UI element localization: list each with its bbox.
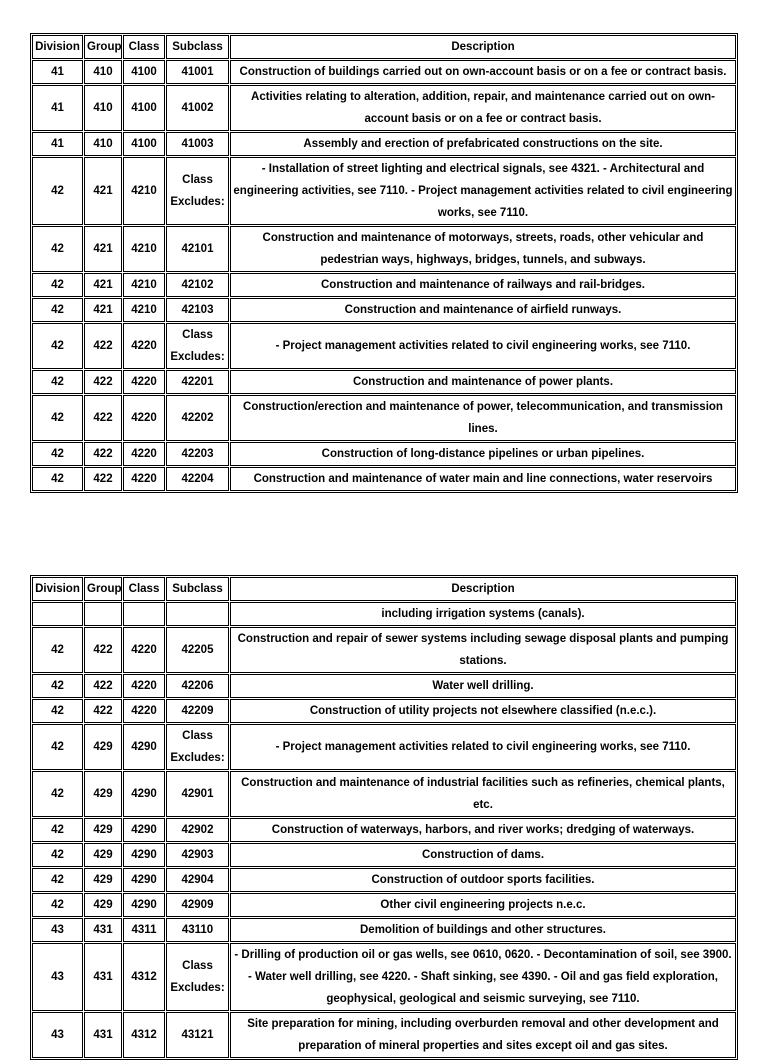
group-cell: 422 — [84, 627, 122, 673]
group-cell: 421 — [84, 273, 122, 297]
subclass-cell: 42903 — [166, 843, 229, 867]
table-row — [32, 918, 736, 942]
group-cell: 422 — [84, 395, 122, 441]
table-row — [32, 674, 736, 698]
subclass-cell: 42101 — [166, 226, 229, 272]
division-cell: 42 — [32, 442, 83, 466]
division-cell: 42 — [32, 627, 83, 673]
division-cell: 43 — [32, 918, 83, 942]
group-cell: 429 — [84, 771, 122, 817]
description-cell: Construction and maintenance of motorways, streets, roads, other vehicular and pedestrian ways, highways, bridges, tunnels, and subways. — [230, 226, 736, 272]
table-row — [32, 699, 736, 723]
description-cell: - Drilling of production oil or gas wells, see 0610, 0620. - Decontamination of soil, see 3900. - Water well drilling, see 4220. - Shaft sinking, see 4390. - Oil and gas field exploration, geophysical, geological and seismic surveying, see 7110. — [230, 943, 736, 1011]
description-cell: Construction and maintenance of airfield runways. — [230, 298, 736, 322]
class-cell: 4220 — [123, 674, 165, 698]
table-row — [32, 132, 736, 156]
subclass-cell: 42201 — [166, 370, 229, 394]
class-cell: 4311 — [123, 918, 165, 942]
table-row — [32, 226, 736, 272]
header-class: Class — [123, 577, 165, 601]
table-row — [32, 893, 736, 917]
subclass-cell: Class Excludes: — [166, 323, 229, 369]
division-cell: 42 — [32, 699, 83, 723]
description-cell: Other civil engineering projects n.e.c. — [230, 893, 736, 917]
group-cell: 422 — [84, 323, 122, 369]
table-row — [32, 627, 736, 673]
subclass-cell: 43110 — [166, 918, 229, 942]
table-row — [32, 943, 736, 1011]
table-header-row — [32, 35, 736, 59]
class-cell: 4220 — [123, 699, 165, 723]
header-group: Group — [84, 577, 122, 601]
header-description: Description — [230, 35, 736, 59]
description-cell: Construction of long-distance pipelines or urban pipelines. — [230, 442, 736, 466]
group-cell: 422 — [84, 467, 122, 491]
division-cell: 42 — [32, 323, 83, 369]
subclass-cell: 42205 — [166, 627, 229, 673]
group-cell: 431 — [84, 918, 122, 942]
header-subclass: Subclass — [166, 35, 229, 59]
table-row — [32, 273, 736, 297]
table-row — [32, 323, 736, 369]
group-cell: 421 — [84, 226, 122, 272]
subclass-cell: 42206 — [166, 674, 229, 698]
subclass-cell: Class Excludes: — [166, 943, 229, 1011]
description-cell: Site preparation for mining, including overburden removal and other development and preparation of mineral properties and sites except oil and gas sites. — [230, 1012, 736, 1058]
class-cell: 4290 — [123, 724, 165, 770]
class-cell: 4290 — [123, 843, 165, 867]
class-cell: 4100 — [123, 132, 165, 156]
division-cell: 42 — [32, 157, 83, 225]
table-row — [32, 85, 736, 131]
division-cell: 42 — [32, 273, 83, 297]
subclass-cell — [166, 602, 229, 626]
subclass-cell: Class Excludes: — [166, 724, 229, 770]
group-cell: 429 — [84, 724, 122, 770]
table-row — [32, 724, 736, 770]
class-cell: 4210 — [123, 157, 165, 225]
table-row — [32, 843, 736, 867]
subclass-cell: 42202 — [166, 395, 229, 441]
subclass-cell: Class Excludes: — [166, 157, 229, 225]
header-group: Group — [84, 35, 122, 59]
table-row — [32, 442, 736, 466]
class-cell: 4312 — [123, 1012, 165, 1058]
description-cell: Construction of waterways, harbors, and river works; dredging of waterways. — [230, 818, 736, 842]
class-cell: 4220 — [123, 395, 165, 441]
description-cell: Construction of outdoor sports facilities. — [230, 868, 736, 892]
class-cell: 4220 — [123, 467, 165, 491]
group-cell: 431 — [84, 1012, 122, 1058]
header-class: Class — [123, 35, 165, 59]
subclass-cell: 41003 — [166, 132, 229, 156]
class-cell: 4100 — [123, 60, 165, 84]
class-cell: 4290 — [123, 818, 165, 842]
subclass-cell: 42909 — [166, 893, 229, 917]
table-row — [32, 395, 736, 441]
class-cell: 4220 — [123, 627, 165, 673]
table-row — [32, 818, 736, 842]
class-cell: 4220 — [123, 370, 165, 394]
group-cell — [84, 602, 122, 626]
division-cell: 42 — [32, 395, 83, 441]
table-row — [32, 467, 736, 491]
class-cell: 4220 — [123, 442, 165, 466]
description-cell: Construction of buildings carried out on own-account basis or on a fee or contract basis. — [230, 60, 736, 84]
table-header-row — [32, 577, 736, 601]
subclass-cell: 42204 — [166, 467, 229, 491]
description-cell: Construction and maintenance of railways and rail-bridges. — [230, 273, 736, 297]
subclass-cell: 42904 — [166, 868, 229, 892]
header-division: Division — [32, 35, 83, 59]
table-row — [32, 602, 736, 626]
table-1-body — [32, 60, 736, 491]
subclass-cell: 42209 — [166, 699, 229, 723]
description-cell: Water well drilling. — [230, 674, 736, 698]
description-cell: Activities relating to alteration, addition, repair, and maintenance carried out on own-account basis or on a fee or contract basis. — [230, 85, 736, 131]
division-cell: 42 — [32, 226, 83, 272]
division-cell: 42 — [32, 674, 83, 698]
class-cell: 4210 — [123, 273, 165, 297]
subclass-cell: 42203 — [166, 442, 229, 466]
table-2-body — [32, 602, 736, 1058]
description-cell: - Project management activities related to civil engineering works, see 7110. — [230, 323, 736, 369]
group-cell: 422 — [84, 674, 122, 698]
subclass-cell: 41001 — [166, 60, 229, 84]
group-cell: 422 — [84, 442, 122, 466]
description-cell: Demolition of buildings and other structures. — [230, 918, 736, 942]
group-cell: 410 — [84, 132, 122, 156]
division-cell: 41 — [32, 85, 83, 131]
division-cell: 42 — [32, 370, 83, 394]
group-cell: 429 — [84, 818, 122, 842]
class-cell: 4220 — [123, 323, 165, 369]
description-cell: Construction and maintenance of industrial facilities such as refineries, chemical plants, etc. — [230, 771, 736, 817]
table-row — [32, 868, 736, 892]
subclass-cell: 42902 — [166, 818, 229, 842]
class-cell: 4290 — [123, 893, 165, 917]
class-cell: 4210 — [123, 226, 165, 272]
division-cell: 42 — [32, 724, 83, 770]
table-row — [32, 298, 736, 322]
subclass-cell: 42102 — [166, 273, 229, 297]
description-cell: Construction/erection and maintenance of power, telecommunication, and transmission lines. — [230, 395, 736, 441]
group-cell: 410 — [84, 60, 122, 84]
group-cell: 421 — [84, 298, 122, 322]
group-cell: 429 — [84, 843, 122, 867]
class-cell: 4290 — [123, 771, 165, 817]
table-row — [32, 370, 736, 394]
classification-table-1 — [30, 33, 738, 493]
division-cell: 42 — [32, 467, 83, 491]
subclass-cell: 42103 — [166, 298, 229, 322]
class-cell: 4290 — [123, 868, 165, 892]
group-cell: 429 — [84, 893, 122, 917]
division-cell: 43 — [32, 1012, 83, 1058]
subclass-cell: 41002 — [166, 85, 229, 131]
division-cell: 42 — [32, 893, 83, 917]
header-division: Division — [32, 577, 83, 601]
class-cell: 4100 — [123, 85, 165, 131]
header-description: Description — [230, 577, 736, 601]
table-row — [32, 1012, 736, 1058]
group-cell: 421 — [84, 157, 122, 225]
classification-table-2 — [30, 575, 738, 1060]
subclass-cell: 42901 — [166, 771, 229, 817]
table-row — [32, 60, 736, 84]
division-cell: 42 — [32, 818, 83, 842]
division-cell: 42 — [32, 868, 83, 892]
header-subclass: Subclass — [166, 577, 229, 601]
division-cell: 42 — [32, 298, 83, 322]
description-cell: - Project management activities related to civil engineering works, see 7110. — [230, 724, 736, 770]
group-cell: 422 — [84, 370, 122, 394]
description-cell: - Installation of street lighting and electrical signals, see 4321. - Architectural and engineering activities, see 7110. - Project management activities related to civil engineering works, see 7110. — [230, 157, 736, 225]
description-cell: Construction and repair of sewer systems including sewage disposal plants and pumping stations. — [230, 627, 736, 673]
table-row — [32, 157, 736, 225]
description-cell: Construction of utility projects not elsewhere classified (n.e.c.). — [230, 699, 736, 723]
description-cell: Assembly and erection of prefabricated constructions on the site. — [230, 132, 736, 156]
description-cell: Construction and maintenance of power plants. — [230, 370, 736, 394]
division-cell: 42 — [32, 843, 83, 867]
class-cell — [123, 602, 165, 626]
group-cell: 410 — [84, 85, 122, 131]
description-cell: Construction and maintenance of water main and line connections, water reservoirs — [230, 467, 736, 491]
division-cell: 43 — [32, 943, 83, 1011]
group-cell: 429 — [84, 868, 122, 892]
description-cell: Construction of dams. — [230, 843, 736, 867]
description-cell: including irrigation systems (canals). — [230, 602, 736, 626]
division-cell — [32, 602, 83, 626]
class-cell: 4312 — [123, 943, 165, 1011]
division-cell: 41 — [32, 132, 83, 156]
division-cell: 41 — [32, 60, 83, 84]
division-cell: 42 — [32, 771, 83, 817]
group-cell: 431 — [84, 943, 122, 1011]
class-cell: 4210 — [123, 298, 165, 322]
subclass-cell: 43121 — [166, 1012, 229, 1058]
group-cell: 422 — [84, 699, 122, 723]
table-row — [32, 771, 736, 817]
